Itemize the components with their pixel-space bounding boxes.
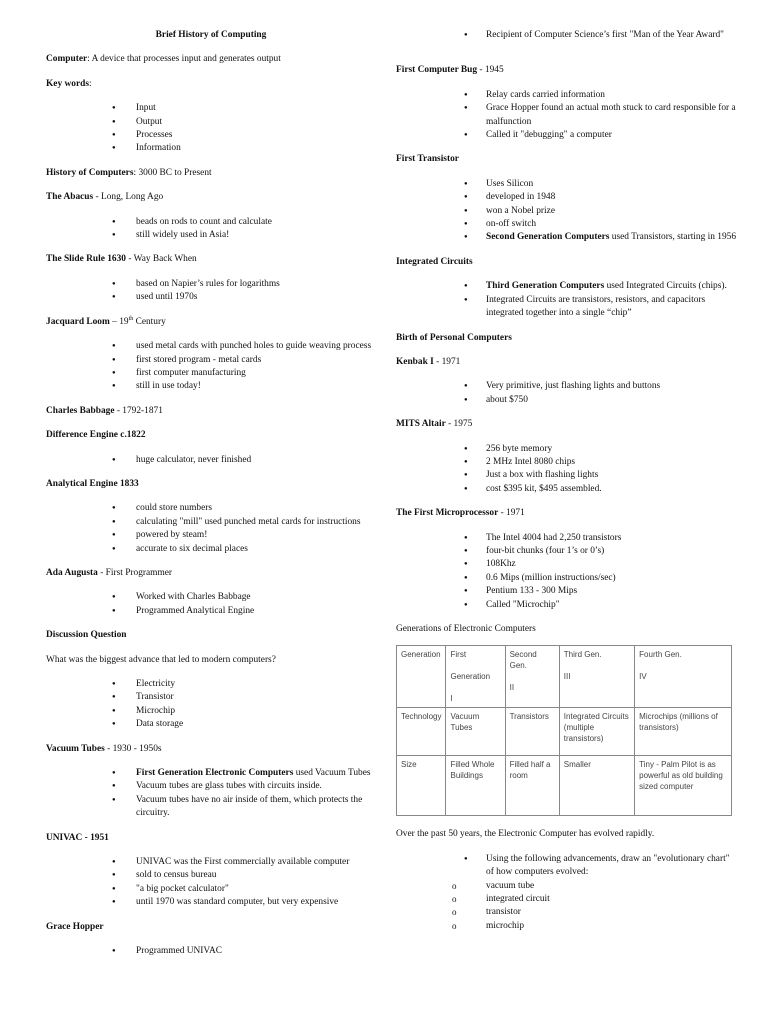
question-list xyxy=(46,678,376,732)
term: Charles Babbage xyxy=(46,405,115,416)
term: MITS Altair xyxy=(396,419,446,430)
list-item: ● Worked with Charles Babbage xyxy=(46,591,376,604)
list-item: ● Output xyxy=(46,116,376,129)
list-item: ● still in use today! xyxy=(46,380,376,393)
list-item: ● 108Khz xyxy=(396,558,736,571)
keywords-heading xyxy=(46,78,376,91)
table-cell: Smaller xyxy=(559,756,634,816)
hopper-heading xyxy=(46,921,376,934)
kenbak-list xyxy=(396,380,736,407)
list-item: ● Pentium 133 - 300 Mips xyxy=(396,585,736,598)
list-item: ● Using the following advancements, draw an "evolutionary chart" of how computers evolved: xyxy=(396,853,736,880)
vacuum-list xyxy=(46,767,376,821)
table-cell: Generation xyxy=(397,646,446,708)
item-text: Vacuum tubes have no air inside of them, which protects the circuitry. xyxy=(136,794,363,819)
item-text: used Transistors, starting in 1956 xyxy=(609,232,737,243)
microprocessor-list xyxy=(396,532,736,612)
term: Analytical Engine 1833 xyxy=(46,478,139,489)
list-item: ● Relay cards carried information xyxy=(396,89,736,102)
heading-text: Key words xyxy=(46,78,89,89)
list-item: ● won a Nobel prize xyxy=(396,205,736,218)
table-cell: Third Gen. III xyxy=(559,646,634,708)
superscript: th xyxy=(128,315,134,322)
list-item: o integrated circuit xyxy=(396,893,736,906)
list-item: ● Microchip xyxy=(46,705,376,718)
computer-definition xyxy=(46,53,376,66)
item-text: Vacuum tubes are glass tubes with circuits inside. xyxy=(136,781,322,792)
heading-suffix: : xyxy=(88,78,92,89)
list-item: ● could store numbers xyxy=(46,502,376,515)
univac-list xyxy=(46,856,376,910)
list-item: ● "a big pocket calculator" xyxy=(46,883,376,896)
ic-list xyxy=(396,280,736,320)
table-cell: Second Gen. II xyxy=(505,646,559,708)
term: Computer xyxy=(46,54,88,65)
list-item: ● 0.6 Mips (million instructions/sec) xyxy=(396,572,736,585)
list-item xyxy=(396,280,736,293)
list-item: ● used until 1970s xyxy=(46,291,376,304)
list-item: ● Just a box with flashing lights xyxy=(396,469,736,482)
heading-text: - 1945 xyxy=(477,65,504,76)
bug-list xyxy=(396,89,736,143)
list-item: ● accurate to six decimal places xyxy=(46,543,376,556)
table-cell: Vacuum Tubes xyxy=(446,708,505,756)
bold-text: Third Generation Computers xyxy=(486,281,605,292)
list-item: ● calculating "mill" used punched metal cards for instructions xyxy=(46,516,376,529)
activity-sublist xyxy=(396,880,736,934)
term: Vacuum Tubes xyxy=(46,743,105,754)
term: Jacquard Loom xyxy=(46,316,110,327)
term: The Abacus xyxy=(46,192,94,203)
term: Ada Augusta xyxy=(46,567,98,578)
list-item: ● Data storage xyxy=(46,718,376,731)
ada-list xyxy=(46,591,376,618)
list-item: ● UNIVAC was the First commercially available computer xyxy=(46,856,376,869)
vacuum-heading xyxy=(46,743,376,756)
table-cell: Microchips (millions of transistors) xyxy=(635,708,732,756)
list-item: ● Grace Hopper found an actual moth stuck to card responsible for a malfunction xyxy=(396,102,736,129)
list-item xyxy=(46,767,376,780)
list-item: ● based on Napier’s rules for logarithms xyxy=(46,278,376,291)
definition-text: : A device that processes input and generates output xyxy=(87,54,281,65)
item-text: used Integrated Circuits (chips). xyxy=(604,281,727,292)
heading-text: - 1971 xyxy=(498,508,525,519)
list-item xyxy=(46,780,376,793)
table-row xyxy=(397,756,732,816)
generations-heading: Generations of Electronic Computers xyxy=(396,624,536,634)
list-item xyxy=(46,794,376,821)
slide-rule-list xyxy=(46,278,376,305)
history-heading xyxy=(46,167,376,180)
list-item: ● 256 byte memory xyxy=(396,443,736,456)
analytical-engine-list xyxy=(46,502,376,556)
document-title: Brief History of Computing xyxy=(155,30,267,40)
list-item: ● Electricity xyxy=(46,678,376,691)
table-cell: Fourth Gen. IV xyxy=(635,646,732,708)
term: History of Computers xyxy=(46,167,134,178)
list-item: ● Input xyxy=(46,102,376,115)
discussion-heading xyxy=(46,629,376,642)
list-item: ● Integrated Circuits are transistors, resistors, and capacitors integrated together into a single “chip” xyxy=(396,294,736,321)
list-item: ● Very primitive, just flashing lights and buttons xyxy=(396,380,736,393)
heading-text: - 1930 - 1950s xyxy=(104,743,162,754)
list-item: ● cost $395 kit, $495 assembled. xyxy=(396,483,736,496)
table-cell: Integrated Circuits (multiple transistors) xyxy=(559,708,634,756)
list-item: ● first computer manufacturing xyxy=(46,367,376,380)
babbage-heading xyxy=(46,405,376,418)
heading-text: : 3000 BC to Present xyxy=(133,167,212,178)
abacus-heading xyxy=(46,191,376,204)
item-text: used Vacuum Tubes xyxy=(293,768,371,779)
list-item: ● sold to census bureau xyxy=(46,869,376,882)
table-cell: Tiny - Palm Pilot is as powerful as old building sized computer xyxy=(635,756,732,816)
heading-text: Discussion Question xyxy=(46,630,127,641)
heading-text: - First Programmer xyxy=(97,567,173,578)
difference-engine-list xyxy=(46,454,376,467)
table-cell: Size xyxy=(397,756,446,816)
list-item: o microchip xyxy=(396,920,736,933)
list-item: ● Uses Silicon xyxy=(396,178,736,191)
generations-table xyxy=(396,645,732,816)
right-column xyxy=(396,0,736,933)
table-row xyxy=(397,646,732,708)
microprocessor-heading xyxy=(396,507,736,520)
list-item: ● Called "Microchip" xyxy=(396,599,736,612)
list-item: ● The Intel 4004 had 2,250 transistors xyxy=(396,532,736,545)
list-item: ● Programmed UNIVAC xyxy=(46,945,376,958)
heading-text: - 1971 xyxy=(433,356,461,367)
bold-text: First Generation Electronic Computers xyxy=(136,768,294,779)
list-item: o vacuum tube xyxy=(396,880,736,893)
heading-text: - 1792-1871 xyxy=(114,405,163,416)
list-item: ● four-bit chunks (four 1’s or 0’s) xyxy=(396,545,736,558)
list-item: ● until 1970 was standard computer, but very expensive xyxy=(46,896,376,909)
list-item: ● first stored program - metal cards xyxy=(46,354,376,367)
bug-heading xyxy=(396,64,736,77)
abacus-list xyxy=(46,216,376,243)
list-item: ● on-off switch xyxy=(396,218,736,231)
slide-rule-heading xyxy=(46,253,376,266)
table-cell: Transistors xyxy=(505,708,559,756)
altair-heading xyxy=(396,418,736,431)
hopper-list-continued xyxy=(396,29,736,42)
term: Kenbak I xyxy=(396,356,434,367)
transistor-list xyxy=(396,178,736,245)
list-item: ● powered by steam! xyxy=(46,529,376,542)
list-item: ● 2 MHz Intel 8080 chips xyxy=(396,456,736,469)
list-item: ● beads on rods to count and calculate xyxy=(46,216,376,229)
ic-heading xyxy=(396,256,736,269)
list-item: ● Transistor xyxy=(46,691,376,704)
list-item: ● developed in 1948 xyxy=(396,191,736,204)
transistor-heading xyxy=(396,153,736,166)
term: The First Microprocessor xyxy=(396,508,499,519)
heading-text: Century xyxy=(133,316,166,327)
list-item: ● Information xyxy=(46,142,376,155)
list-item: ● about $750 xyxy=(396,394,736,407)
heading-text: - Long, Long Ago xyxy=(93,192,164,203)
kenbak-heading xyxy=(396,356,736,369)
list-item: ● Programmed Analytical Engine xyxy=(46,605,376,618)
heading-text: Grace Hopper xyxy=(46,921,104,932)
term: Difference Engine c.1822 xyxy=(46,430,146,441)
list-item xyxy=(396,231,736,244)
keywords-list xyxy=(46,102,376,156)
list-item: o transistor xyxy=(396,906,736,919)
jacquard-list xyxy=(46,340,376,394)
table-cell: Filled Whole Buildings xyxy=(446,756,505,816)
hopper-list xyxy=(46,945,376,958)
list-item: ● used metal cards with punched holes to guide weaving process xyxy=(46,340,376,353)
table-cell: First Generation I xyxy=(446,646,505,708)
list-item: ● huge calculator, never finished xyxy=(46,454,376,467)
bold-text: Second Generation Computers xyxy=(486,232,610,243)
altair-list xyxy=(396,443,736,497)
table-row xyxy=(397,708,732,756)
jacquard-heading xyxy=(46,316,376,329)
evolved-text: Over the past 50 years, the Electronic Computer has evolved rapidly. xyxy=(396,829,655,840)
univac-heading xyxy=(46,832,376,845)
birth-heading xyxy=(396,332,736,345)
list-item: ● Recipient of Computer Science’s first "Man of the Year Award" xyxy=(396,29,736,42)
discussion-question: What was the biggest advance that led to modern computers? xyxy=(46,654,276,665)
term: First Computer Bug xyxy=(396,65,478,76)
table-cell: Technology xyxy=(397,708,446,756)
heading-text: UNIVAC - 1951 xyxy=(46,832,109,843)
heading-text: – 19 xyxy=(109,316,129,327)
table-cell: Filled half a room xyxy=(505,756,559,816)
heading-text: Birth of Personal Computers xyxy=(396,332,512,343)
list-item: ● Processes xyxy=(46,129,376,142)
heading-text: - 1975 xyxy=(445,419,473,430)
activity-list xyxy=(396,853,736,880)
term: The Slide Rule 1630 xyxy=(46,254,126,265)
heading-text: First Transistor xyxy=(396,154,459,165)
analytical-engine-heading xyxy=(46,478,376,491)
list-item: ● still widely used in Asia! xyxy=(46,229,376,242)
list-item: ● Called it "debugging" a computer xyxy=(396,129,736,142)
left-column xyxy=(46,0,376,970)
heading-text: - Way Back When xyxy=(125,254,197,265)
heading-text: Integrated Circuits xyxy=(396,256,473,267)
ada-heading xyxy=(46,567,376,580)
difference-engine-heading xyxy=(46,429,376,442)
